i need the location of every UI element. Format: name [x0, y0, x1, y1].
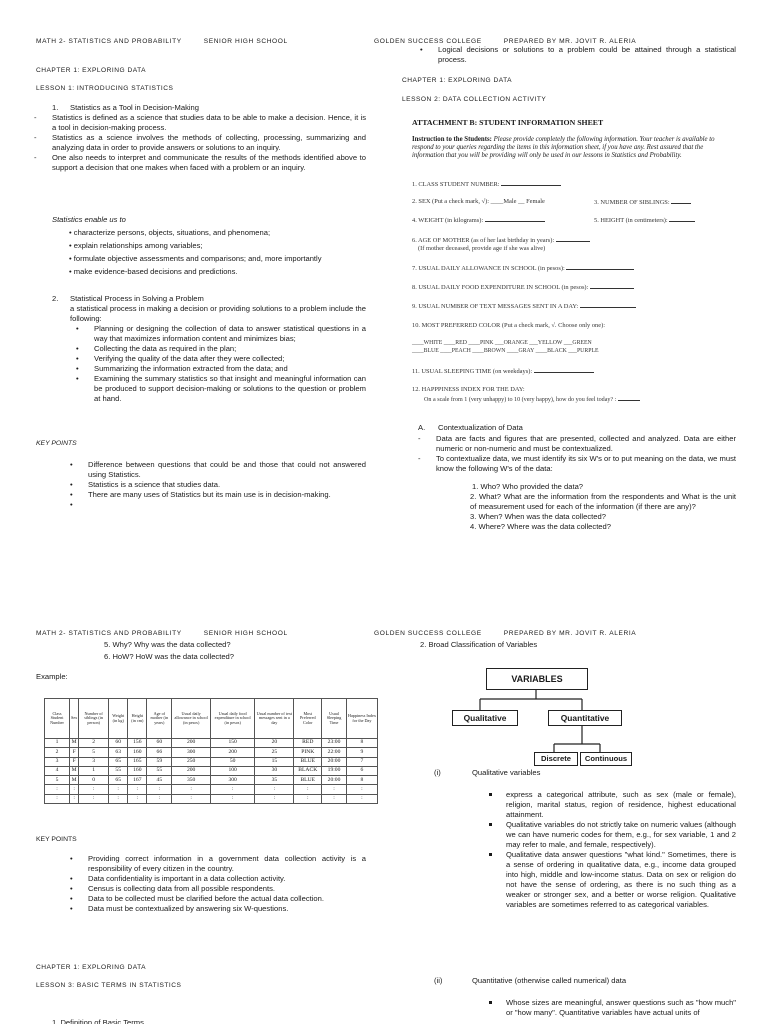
list-item: • There are many uses of Statistics but its main use is in decision-making. — [68, 490, 366, 500]
table-cell: 156 — [128, 739, 147, 748]
diagram-continuous-box: Continuous — [580, 752, 632, 766]
intro-bullet — [418, 45, 736, 65]
list-item: • Providing correct information in a government data collection activity is a responsibility of every citizen in the country. — [68, 854, 366, 874]
column-header: Age of mother (in years) — [147, 699, 172, 739]
list-item: 2. What? What are the information from the respondents and What is the unit of measurement used for each of the information (if there are any)? — [470, 492, 736, 512]
page-header-left — [36, 38, 310, 47]
header-school: GOLDEN SUCCESS COLLEGE — [374, 630, 482, 637]
list-item — [68, 500, 366, 510]
six-ws-list — [470, 482, 736, 532]
key-points-list — [68, 460, 366, 510]
field-label: On a scale from 1 (very unhappy) to 10 (very happy), how do you feel today? : — [424, 397, 617, 403]
section-item-2 — [52, 294, 366, 404]
chapter-title: CHAPTER 1: EXPLORING DATA — [36, 964, 147, 971]
table-cell: 5 — [45, 776, 70, 785]
form-field-weight — [412, 216, 545, 225]
section-a-title: Contextualization of Data — [438, 423, 523, 432]
quantitative-list — [488, 998, 736, 1018]
table-cell: 23:00 — [322, 739, 347, 748]
form-field-sleeping-time — [412, 367, 594, 376]
item-number: 2. — [52, 294, 59, 303]
header-school: GOLDEN SUCCESS COLLEGE — [374, 38, 482, 45]
enable-heading: Statistics enable us to — [52, 215, 126, 224]
list-item: • Difference between questions that could be and those that could not answered using Statistics. — [68, 460, 366, 480]
table-cell: M — [69, 776, 78, 785]
list-item: - One also needs to interpret and communicate the results of the methods identified above to support a decision that one makes when faced with a problem or an inquiry. — [34, 153, 366, 173]
attachment-title: ATTACHMENT B: STUDENT INFORMATION SHEET — [412, 118, 604, 127]
key-points-list — [68, 854, 366, 914]
list-item: 3. When? When was the data collected? — [470, 512, 606, 522]
table-cell: 0 — [79, 776, 109, 785]
color-options-row: ____WHITE ____RED ____PINK ___ORANGE ___YELLOW ___GREEN — [412, 340, 592, 346]
table-cell: : — [69, 794, 78, 803]
table-row — [45, 739, 378, 748]
instruction-lead: Instruction to the Students: — [412, 136, 492, 143]
lesson-title: LESSON 2: DATA COLLECTION ACTIVITY — [402, 96, 547, 103]
page-header-left — [36, 630, 310, 639]
list-item: • Statistics is a science that studies data. — [68, 480, 366, 490]
form-field-allowance — [412, 264, 634, 273]
list-item: • Census is collecting data from all possible respondents. — [68, 884, 366, 894]
list-item: • formulate objective assessments and comparisons; and, more importantly — [69, 254, 322, 264]
section-item-1 — [52, 103, 366, 113]
table-cell: 300 — [210, 776, 254, 785]
table-cell: 4 — [45, 766, 70, 775]
blank-line — [534, 367, 594, 373]
table-cell: : — [172, 794, 211, 803]
table-cell: 200 — [172, 766, 211, 775]
list-item: 5. Why? Why was the data collected? — [104, 640, 231, 649]
list-item: • Data confidentiality is important in a data collection activity. — [68, 874, 366, 884]
form-field-food-expenditure — [412, 283, 634, 292]
blank-line — [556, 236, 590, 242]
blank-line — [566, 264, 634, 270]
table-cell: 8 — [346, 776, 377, 785]
subsection-label: (i) — [434, 768, 441, 777]
diagram-quantitative-box: Quantitative — [548, 710, 622, 726]
list-item: Qualitative data answer questions "what kind." Sometimes, there is a sense of ordering in qualitative data, e.g., income data grouped into high, middle and low-income status. Data on sex or religion do not have the sense of ordering, as there is no such thing as a weaker or stronger sex, and a better or worse religion. Qualitative variables are sometimes referred to as categorical variables. — [488, 850, 736, 910]
table-cell: : — [294, 785, 322, 794]
blank-line — [590, 283, 634, 289]
item-intro: a statistical process in making a decision or providing solutions to a problem include the following: — [70, 304, 366, 324]
table-cell: 100 — [210, 766, 254, 775]
field-label: 3. NUMBER OF SIBLINGS: — [594, 199, 670, 206]
list-item: - Statistics as a science involves the methods of collecting, processing, summarizing and analyzing data in order to provide answers or solutions to an inquiry. — [34, 133, 366, 153]
section-a-label: A. — [418, 423, 426, 432]
example-label: Example: — [36, 672, 68, 681]
definition-list — [34, 113, 366, 173]
table-cell: : — [322, 785, 347, 794]
table-cell: : — [109, 794, 128, 803]
form-field-sex — [412, 198, 545, 206]
diagram-root-box: VARIABLES — [486, 668, 588, 690]
list-item: • Data must be contextualized by answering six W-questions. — [68, 904, 366, 914]
list-item: • Examining the summary statistics so that insight and meaningful information can be produced to support decision-making or solutions to the question or problem at hand. — [74, 374, 366, 404]
table-cell: 165 — [128, 757, 147, 766]
table-cell: 25 — [255, 748, 294, 757]
table-cell: : — [255, 785, 294, 794]
blank-line — [580, 302, 636, 308]
diagram-discrete-box: Discrete — [534, 752, 578, 766]
table-cell: 35 — [255, 776, 294, 785]
table-cell: 8 — [346, 739, 377, 748]
table-cell: 3 — [79, 757, 109, 766]
list-item: • characterize persons, objects, situations, and phenomena; — [69, 228, 271, 237]
table-cell: 200 — [172, 739, 211, 748]
table-row — [45, 766, 378, 775]
table-row — [45, 785, 378, 794]
table-cell: 30 — [255, 766, 294, 775]
table-cell: 9 — [346, 748, 377, 757]
form-field-happiness-scale — [424, 395, 640, 404]
table-cell: 3 — [45, 757, 70, 766]
table-cell: : — [346, 785, 377, 794]
form-field-height — [594, 216, 695, 225]
table-cell: : — [294, 794, 322, 803]
color-options-row: ____BLUE ____PEACH ____BROWN ____GRAY ____BLACK ___PURPLE — [412, 348, 599, 354]
form-field-siblings — [594, 198, 691, 207]
table-cell: 59 — [147, 757, 172, 766]
key-points-heading: KEY POINTS — [36, 836, 77, 843]
list-item: 1. Who? Who provided the data? — [472, 482, 584, 491]
blank-line — [671, 198, 691, 204]
table-cell: 2 — [79, 739, 109, 748]
cut-off-line: 1. Definition of Basic Terms — [52, 1018, 144, 1024]
table-cell: : — [346, 794, 377, 803]
table-cell: : — [147, 785, 172, 794]
table-cell: : — [172, 785, 211, 794]
table-cell: 20:00 — [322, 776, 347, 785]
table-cell: : — [45, 794, 70, 803]
column-header: Usual daily allowance in school (in pesos) — [172, 699, 211, 739]
table-cell: RED — [294, 739, 322, 748]
table-cell: 15 — [255, 757, 294, 766]
contextualization-list — [418, 434, 736, 474]
table-cell: : — [210, 785, 254, 794]
subsection-title: Qualitative variables — [472, 768, 541, 777]
field-label: 7. USUAL DAILY ALLOWANCE IN SCHOOL (in pesos): — [412, 265, 565, 272]
column-header: Height (in cm) — [128, 699, 147, 739]
table-row — [45, 757, 378, 766]
table-cell: : — [109, 785, 128, 794]
page-header-right — [374, 630, 658, 639]
list-item: • Planning or designing the collection of data to answer statistical questions in a way that maximizes information content and minimizes bias; — [74, 324, 366, 344]
field-label: 4. WEIGHT (in kilograms): — [412, 217, 484, 224]
table-cell: 60 — [109, 739, 128, 748]
diagram-qualitative-box: Qualitative — [452, 710, 518, 726]
instruction-text: Please provide completely the following information. Your teacher is available to respond to your queries regarding the items in this information sheet, if you have any. Rest assured that the information that you will be providing will only be used in our lessons in Statistics and Probability. — [412, 136, 715, 160]
table-cell: 50 — [210, 757, 254, 766]
header-level: SENIOR HIGH SCHOOL — [203, 630, 288, 637]
table-cell: 160 — [128, 766, 147, 775]
attachment-instruction — [412, 136, 720, 160]
section-item-2-title — [52, 294, 366, 304]
table-cell: 6 — [346, 766, 377, 775]
table-cell: 5 — [79, 748, 109, 757]
subsection-label: (ii) — [434, 976, 443, 985]
header-subject: MATH 2- STATISTICS AND PROBABILITY — [36, 630, 182, 637]
blank-line — [618, 395, 640, 401]
column-header: Weight (in kg) — [109, 699, 128, 739]
column-header: Usual Sleeping Time — [322, 699, 347, 739]
table-cell: : — [79, 785, 109, 794]
table-cell: 160 — [128, 748, 147, 757]
list-item: • Verifying the quality of the data after they were collected; — [74, 354, 366, 364]
table-cell: : — [147, 794, 172, 803]
field-label: 8. USUAL DAILY FOOD EXPENDITURE IN SCHOOL (in pesos): — [412, 284, 589, 291]
key-points-heading: KEY POINTS — [36, 440, 77, 447]
table-cell: PINK — [294, 748, 322, 757]
table-cell: 1 — [79, 766, 109, 775]
lesson-title: LESSON 3: BASIC TERMS IN STATISTICS — [36, 982, 182, 989]
table-cell: : — [79, 794, 109, 803]
variables-diagram — [450, 664, 640, 768]
header-author: PREPARED BY MR. JOVIT R. ALERIA — [503, 38, 637, 45]
header-author: PREPARED BY MR. JOVIT R. ALERIA — [503, 630, 637, 637]
table-cell: 22:00 — [322, 748, 347, 757]
item-title: Statistical Process in Solving a Problem — [70, 294, 204, 303]
table-cell: : — [69, 785, 78, 794]
chapter-title: CHAPTER 1: EXPLORING DATA — [36, 67, 147, 74]
field-label: 6. AGE OF MOTHER (as of her last birthday in years): — [412, 237, 555, 244]
list-item: • Collecting the data as required in the plan; — [74, 344, 366, 354]
table-cell: 66 — [147, 748, 172, 757]
table-cell: 60 — [147, 739, 172, 748]
process-list — [52, 324, 366, 404]
form-field-mother-note: (If mother deceased, provide age if she was alive) — [418, 245, 546, 252]
list-item: • make evidence-based decisions and predictions. — [69, 267, 238, 277]
table-cell: BLUE — [294, 757, 322, 766]
table-cell: 1 — [45, 739, 70, 748]
table-cell: M — [69, 739, 78, 748]
table-cell: 63 — [109, 748, 128, 757]
field-label: 1. CLASS STUDENT NUMBER: — [412, 181, 500, 188]
blank-line — [485, 216, 545, 222]
blank-line — [669, 216, 695, 222]
table-cell: F — [69, 757, 78, 766]
list-item: • Summarizing the information extracted from the data; and — [74, 364, 366, 374]
lesson1-body — [52, 103, 366, 173]
table-row — [45, 776, 378, 785]
table-cell: BLUE — [294, 776, 322, 785]
table-cell: 150 — [210, 739, 254, 748]
form-field-happiness: 12. HAPPPINESS INDEX FOR THE DAY: — [412, 386, 525, 393]
list-item: • explain relationships among variables; — [69, 241, 203, 251]
table-cell: F — [69, 748, 78, 757]
column-header: Most Preferred Color — [294, 699, 322, 739]
enable-list — [69, 228, 366, 277]
form-field-student-number — [412, 180, 561, 189]
item-title: Statistics as a Tool in Decision-Making — [70, 103, 200, 112]
subsection-title: Quantitative (otherwise called numerical) data — [472, 976, 627, 985]
list-item: • Data to be collected must be clarified before the actual data collection. — [68, 894, 366, 904]
table-cell: 20:00 — [322, 757, 347, 766]
table-cell: : — [128, 785, 147, 794]
list-item: • Logical decisions or solutions to a problem could be attained through a statistical process. — [418, 45, 736, 65]
table-cell: 20 — [255, 739, 294, 748]
table-cell: 250 — [172, 757, 211, 766]
column-header: Usual daily food expenditure in school (in pesos) — [210, 699, 254, 739]
table-cell: 55 — [109, 766, 128, 775]
table-row — [45, 748, 378, 757]
form-field-text-messages — [412, 302, 636, 311]
section-item-title: 2. Broad Classification of Variables — [420, 640, 538, 649]
blank-line — [501, 180, 561, 186]
form-field-color: 10. MOST PREFERRED COLOR (Put a check mark, √. Choose only one): — [412, 322, 605, 329]
table-cell: : — [128, 794, 147, 803]
table-cell: 167 — [128, 776, 147, 785]
list-item: 4. Where? Where was the data collected? — [470, 522, 611, 532]
field-label: 9. USUAL NUMBER OF TEXT MESSAGES SENT IN A DAY: — [412, 303, 579, 310]
chapter-title: CHAPTER 1: EXPLORING DATA — [402, 77, 513, 84]
list-item: 6. HoW? HoW was the data collected? — [104, 652, 234, 661]
table-cell: 55 — [147, 766, 172, 775]
table-cell: M — [69, 766, 78, 775]
qualitative-list — [488, 790, 736, 910]
table-header-row — [45, 699, 378, 739]
table-cell: 45 — [147, 776, 172, 785]
table-cell: 7 — [346, 757, 377, 766]
column-header: Sex — [69, 699, 78, 739]
header-level: SENIOR HIGH SCHOOL — [203, 38, 288, 45]
table-cell: 350 — [172, 776, 211, 785]
list-item: express a categorical attribute, such as sex (male or female), religion, marital status, region of residence, highest educational attainment. — [488, 790, 736, 820]
column-header: Usual number of text messages sent in a day — [255, 699, 294, 739]
table-cell: : — [45, 785, 70, 794]
table-cell: 200 — [210, 748, 254, 757]
table-cell: : — [210, 794, 254, 803]
table-cell: : — [322, 794, 347, 803]
field-label: 5. HEIGHT (in centimeters): — [594, 217, 668, 224]
table-cell: 2 — [45, 748, 70, 757]
table-cell: BLACK — [294, 766, 322, 775]
list-item: Whose sizes are meaningful, answer questions such as "how much" or "how many". Quantitative variables have actual units of — [488, 998, 736, 1018]
column-header: Number of siblings (in person) — [79, 699, 109, 739]
table-cell: : — [255, 794, 294, 803]
list-item: Qualitative variables do not strictly take on numeric values (although we can have numeric codes for them, e.g., for sex variable, 1 and 2 may refer to male, and female, respectively). — [488, 820, 736, 850]
table-cell: 65 — [109, 776, 128, 785]
field-label: 11. USUAL SLEEPING TIME (on weekdays): — [412, 368, 533, 375]
example-table — [44, 698, 378, 804]
list-item: - Statistics is defined as a science that studies data to be able to make a decision. Hence, it is a tool in decision-making process. — [34, 113, 366, 133]
list-item: - To contextualize data, we must identify its six W's or to put meaning on the data, we must know the following W's of the data: — [418, 454, 736, 474]
item-number: 1. — [52, 103, 59, 112]
column-header: Happiness Index for the Day — [346, 699, 377, 739]
table-row — [45, 794, 378, 803]
table-cell: 19:00 — [322, 766, 347, 775]
table-cell: 65 — [109, 757, 128, 766]
lesson-title: LESSON 1: INTRODUCING STATISTICS — [36, 85, 174, 92]
field-label: 2. SEX (Put a check mark, √): ____Male __ Female — [412, 198, 545, 205]
table-cell: 300 — [172, 748, 211, 757]
column-header: Class Student Number — [45, 699, 70, 739]
header-subject: MATH 2- STATISTICS AND PROBABILITY — [36, 38, 182, 45]
list-item: - Data are facts and figures that are presented, collected and analyzed. Data are either numeric or non-numeric and must be contextualized. — [418, 434, 736, 454]
